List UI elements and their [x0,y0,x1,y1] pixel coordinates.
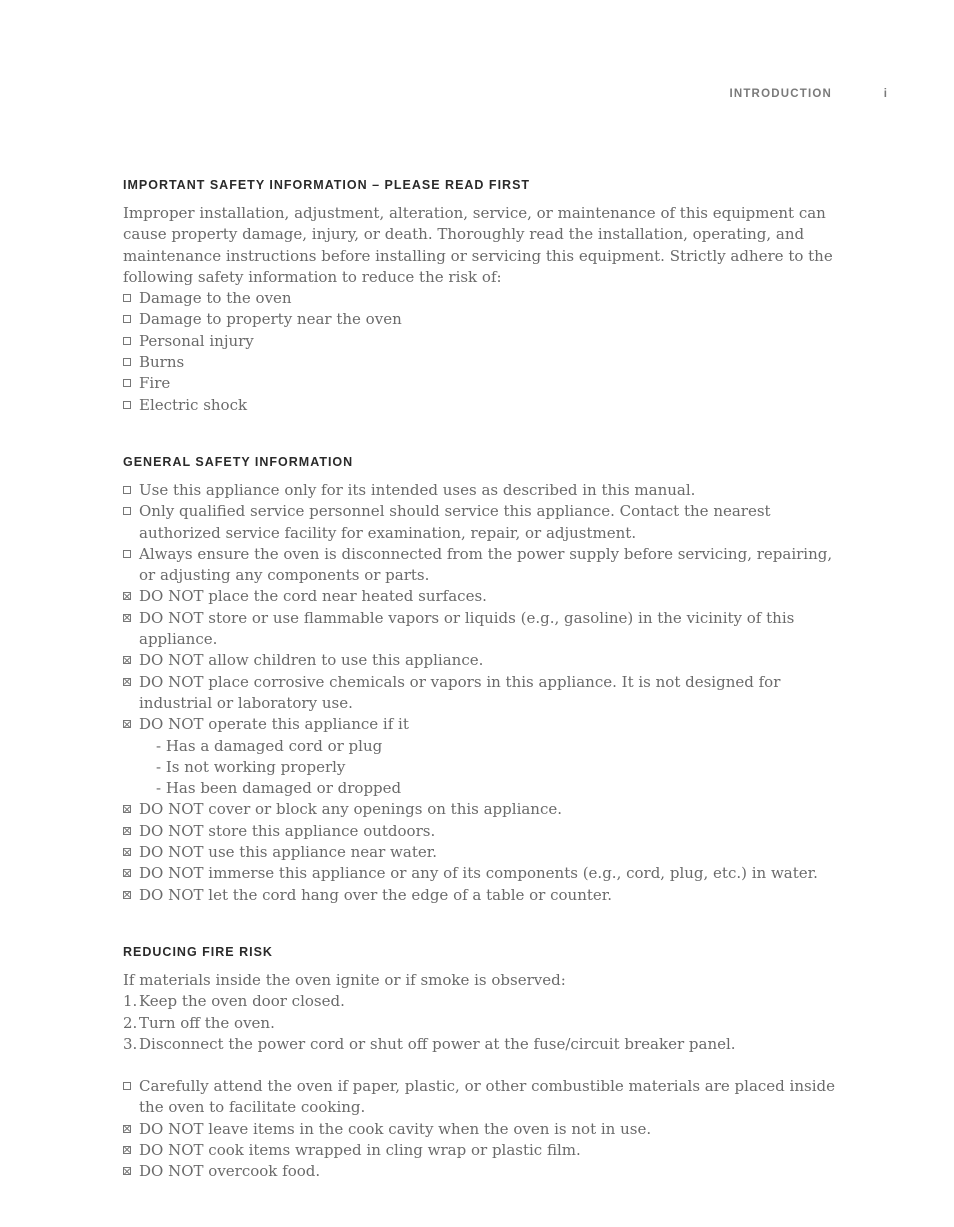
checkbox-icon [123,358,131,366]
do-item: Carefully attend the oven if paper, plastic, or other combustible materials are placed inside the oven to facilitate cooking. [123,1076,843,1119]
important-safety-section [123,177,843,416]
fire-step: 1. Keep the oven door closed. [123,992,345,1011]
dont-item: DO NOT store or use flammable vapors or liquids (e.g., gasoline) in the vicinity of this appliance. [123,608,843,651]
dont-item: DO NOT cover or block any openings on this appliance. [123,799,843,820]
fire-risk-intro: If materials inside the oven ignite or if smoke is observed: [123,970,566,989]
checkbox-icon [123,337,131,345]
risk-item: Fire [123,373,843,394]
crossed-box-icon [123,720,131,728]
condition-item: - Has been damaged or dropped [156,779,402,798]
risk-item: Damage to the oven [123,288,843,309]
crossed-box-icon [123,678,131,686]
crossed-box-icon [123,1125,131,1133]
general-safety-section [123,454,843,906]
crossed-box-icon [123,614,131,622]
dont-item: DO NOT use this appliance near water. [123,842,843,863]
crossed-box-icon [123,592,131,600]
dont-item: DO NOT leave items in the cook cavity when the oven is not in use. [123,1119,843,1140]
fire-steps-list [123,991,843,1055]
page-content [123,177,843,1183]
checkbox-icon [123,550,131,558]
checkbox-icon [123,401,131,409]
important-safety-intro: Improper installation, adjustment, alteration, service, or maintenance of this equipment can cause property damage, injury, or death. Thoroughly read the installation, operating, and maintenance instructions before installing or servicing this equipment. Strictly adhere to the following safety information to reduce the risk of: [123,204,833,286]
running-header [0,88,954,104]
dont-item: DO NOT allow children to use this appliance. [123,650,843,671]
fire-safety-list [123,1076,843,1182]
dont-item: DO NOT overcook food. [123,1161,843,1182]
checkbox-icon [123,379,131,387]
dont-item: DO NOT store this appliance outdoors. [123,821,843,842]
header-section-title: INTRODUCTION [729,88,832,100]
spacer [123,1055,843,1076]
fire-step: 2. Turn off the oven. [123,1013,275,1032]
crossed-box-icon [123,891,131,899]
condition-item: - Is not working properly [156,757,346,776]
crossed-box-icon [123,827,131,835]
dont-item: DO NOT cook items wrapped in cling wrap or plastic film. [123,1140,843,1161]
fire-risk-heading: REDUCING FIRE RISK [123,944,273,959]
risk-item: Electric shock [123,395,843,416]
crossed-box-icon [123,656,131,664]
crossed-box-icon [123,805,131,813]
crossed-box-icon [123,1146,131,1154]
general-safety-list-continued [123,799,843,905]
checkbox-icon [123,507,131,515]
condition-item: - Has a damaged cord or plug [156,736,383,755]
checkbox-icon [123,315,131,323]
crossed-box-icon [123,1167,131,1175]
risk-item: Damage to property near the oven [123,309,843,330]
dont-item: DO NOT immerse this appliance or any of its components (e.g., cord, plug, etc.) in water. [123,863,843,884]
dont-item: DO NOT place the cord near heated surfaces. [123,586,843,607]
crossed-box-icon [123,869,131,877]
risk-item: Burns [123,352,843,373]
do-item: Use this appliance only for its intended uses as described in this manual. [123,480,843,501]
checkbox-icon [123,486,131,494]
checkbox-icon [123,1082,131,1090]
dont-item: DO NOT let the cord hang over the edge of a table or counter. [123,885,843,906]
checkbox-icon [123,294,131,302]
general-safety-heading: GENERAL SAFETY INFORMATION [123,454,354,469]
do-item: Only qualified service personnel should service this appliance. Contact the nearest authorized service facility for examination, repair, or adjustment. [123,501,843,544]
crossed-box-icon [123,848,131,856]
risk-list [123,288,843,416]
important-safety-heading: IMPORTANT SAFETY INFORMATION – PLEASE READ FIRST [123,178,531,192]
dont-item: DO NOT operate this appliance if it [123,714,843,735]
risk-item: Personal injury [123,331,843,352]
do-item: Always ensure the oven is disconnected from the power supply before servicing, repairing, or adjusting any components or parts. [123,544,843,587]
general-safety-list [123,480,843,736]
fire-risk-section [123,944,843,1183]
fire-step: 3. Disconnect the power cord or shut off power at the fuse/circuit breaker panel. [123,1034,736,1053]
page-number: i [883,88,887,100]
dont-item: DO NOT place corrosive chemicals or vapors in this appliance. It is not designed for industrial or laboratory use. [123,672,843,715]
